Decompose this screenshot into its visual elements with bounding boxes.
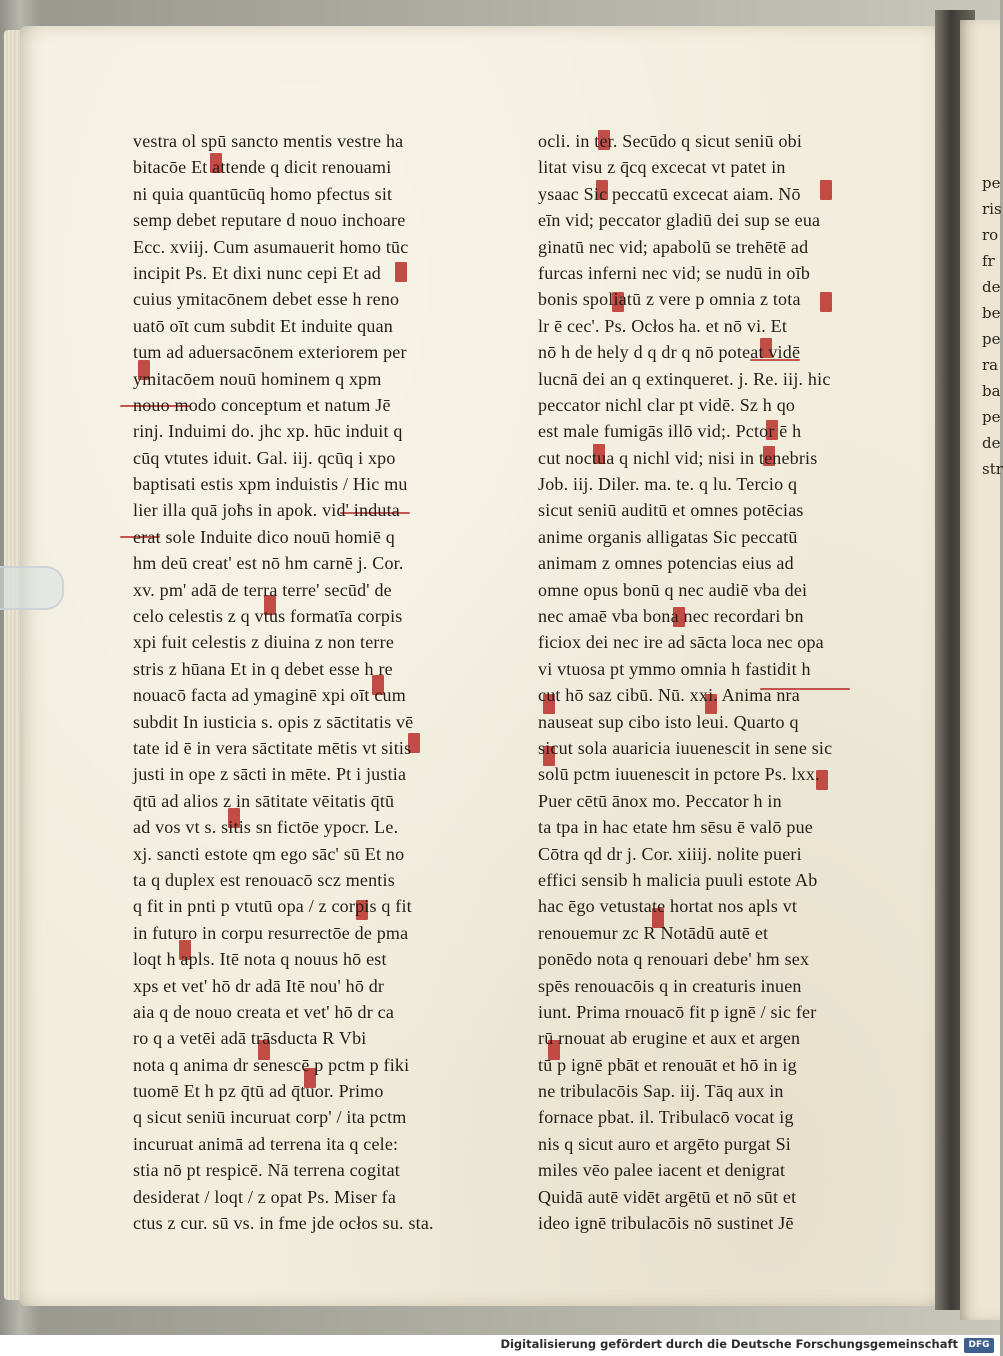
text-line: Job. iij. Diler. ma. te. q lu. Tercio q <box>538 474 798 495</box>
facing-page-fragment: pe <box>982 408 1001 426</box>
text-line: ymitacōem nouū hominem q xpm <box>133 368 382 389</box>
text-line: iunt. Prima rnouacō fit p ignē / sic fer <box>538 1001 817 1022</box>
text-line: sicut seniū auditū et omnes potēcias <box>538 500 804 521</box>
facing-page-fragment: ba <box>982 382 1001 400</box>
text-line: lier illa quā joħs in apok. vid' induta <box>133 500 400 521</box>
text-line: est male fumigās illō vid;. Pctor ē h <box>538 421 802 442</box>
text-line: nota q anima dr senescē p pctm p fiki <box>133 1054 410 1075</box>
text-line: animam z omnes potencias eius ad <box>538 553 794 574</box>
text-line: Puer cētū ānox mo. Peccator h in <box>538 790 782 811</box>
text-line: anime organis alligatas Sic peccatū <box>538 526 798 547</box>
text-line: in futuro in corpu resurrectōe de pma <box>133 922 409 943</box>
text-line: ne tribulacōis Sap. iij. Tāq aux in <box>538 1081 784 1102</box>
text-line: q fit in pnti p vtutū opa / z corpis q fit <box>133 896 412 917</box>
text-line: ponēdo nota q renouari debe' hm sex <box>538 949 810 970</box>
text-line: bonis spoliatū z vere p omnia z tota <box>538 289 801 310</box>
text-line: incuruat animā ad terrena ita q cele: <box>133 1133 399 1154</box>
text-line: stris z hūana Et in q debet esse h re <box>133 658 393 679</box>
text-line: hac ēgo vetustate hortat nos apls vt <box>538 896 798 917</box>
text-line: Quidā autē vidēt argētū et nō sūt et <box>538 1186 797 1207</box>
text-line: hm deū creat' est nō hm carnē j. Cor. <box>133 553 404 574</box>
funding-credit: Digitalisierung gefördert durch die Deutsche Forschungsgemeinschaft <box>500 1337 958 1351</box>
text-line: xpi fuit celestis z diuina z non terre <box>133 632 395 653</box>
text-line: nec amaē vba bona nec recordari bn <box>538 606 804 627</box>
facing-page-fragment: fr <box>982 252 995 270</box>
text-line: eīn vid; peccator gladiū dei sup se eua <box>538 210 821 231</box>
text-line: stia nō pt respicē. Nā terrena cogitat <box>133 1160 400 1181</box>
text-line: justi in ope z sācti in mēte. Pt i justia <box>133 764 407 785</box>
text-line: ta tpa in hac etate hm sēsu ē valō pue <box>538 817 813 838</box>
facing-page-fragment: pe <box>982 330 1001 348</box>
text-line: cut hō saz cibū. Nū. xxi. Anima nra <box>538 685 800 706</box>
text-line: nouo modo conceptum et natum Jē <box>133 394 391 415</box>
text-line: ginatū nec vid; apabolū se trehētē ad <box>538 236 809 257</box>
text-line: tū p ignē pbāt et renouāt et hō in ig <box>538 1054 797 1075</box>
text-line: baptisati estis xpm induistis / Hic mu <box>133 474 408 495</box>
text-line: ideo ignē tribulacōis nō sustinet Jē <box>538 1213 794 1234</box>
facing-page-text-fragments <box>982 170 1003 482</box>
text-line: nis q sicut auro et argēto purgat Si <box>538 1133 791 1154</box>
text-line: Ecc. xviij. Cum asumauerit homo tūc <box>133 236 409 257</box>
text-line: vi vtuosa pt ymmo omnia h fastidit h <box>538 658 811 679</box>
facing-page-fragment: de <box>982 278 1001 296</box>
text-line: ctus z cur. sū vs. in fme jde ocłos su. sta. <box>133 1213 434 1234</box>
text-line: rū rnouat ab erugine et aux et argen <box>538 1028 801 1049</box>
text-line: tate id ē in vera sāctitate mētis vt sitis <box>133 737 412 758</box>
text-line: spēs renouacōis q in creaturis inuen <box>538 975 802 996</box>
text-line: xv. pm' adā de terra terre' secūd' de <box>133 579 392 600</box>
text-line: lr ē cec'. Ps. Ocłos ha. et nō vi. Et <box>538 315 788 336</box>
digitization-footer <box>0 1335 1000 1356</box>
text-line: lucnā dei an q extinqueret. j. Re. iij. hic <box>538 368 831 389</box>
text-line: furcas inferni nec vid; se nudū in oīb <box>538 262 811 283</box>
text-line: bitacōe Et attende q dicit renouami <box>133 157 392 178</box>
text-line: cuius ymitacōnem debet esse h reno <box>133 289 400 310</box>
text-line: q sicut seniū incuruat corp' / ita pctm <box>133 1107 407 1128</box>
text-line: ficiox dei nec ire ad sācta loca nec opa <box>538 632 824 653</box>
facing-page-fragment: be <box>982 304 1001 322</box>
text-line: xps et vet' hō dr adā Itē nou' hō dr <box>133 975 385 996</box>
text-line: solū pctm iuuenescit in pctore Ps. lxx. <box>538 764 820 785</box>
text-line: ta q duplex est renouacō scz mentis <box>133 869 395 890</box>
text-line: tuomē Et h pz q̄tū ad q̄tuor. Primo <box>133 1081 384 1102</box>
text-line: litat visu z q̄cq excecat vt patet in <box>538 157 786 178</box>
text-line: ysaac Sic peccatū excecat aiam. Nō <box>538 183 801 204</box>
text-line: sicut sola auaricia iuuenescit in sene sic <box>538 737 833 758</box>
text-line: erat sole Induite dico nouū homiē q <box>133 526 395 547</box>
text-line: aia q de nouo creata et vet' hō dr ca <box>133 1001 395 1022</box>
text-line: semp debet reputare d nouo inchoare <box>133 210 406 231</box>
text-line: effici sensib h malicia puuli estote Ab <box>538 869 818 890</box>
text-line: cut noctua q nichl vid; nisi in tenebris <box>538 447 818 468</box>
text-line: subdit In iusticia s. opis z sāctitatis vē <box>133 711 414 732</box>
facing-page-fragment: pe <box>982 174 1001 192</box>
text-line: ni quia quantūcūq homo pfectus sit <box>133 183 393 204</box>
text-line: xj. sancti estote qm ego sāc' sū Et no <box>133 843 405 864</box>
left-text-column <box>133 128 453 1236</box>
text-line: loqt h apls. Itē nota q nouus hō est <box>133 949 387 970</box>
facing-page-fragment: ris <box>982 200 1002 218</box>
facing-page-fragment: de <box>982 434 1001 452</box>
text-line: tum ad aduersacōnem exteriorem per <box>133 342 407 363</box>
text-line: desiderat / loqt / z opat Ps. Miser fa <box>133 1186 397 1207</box>
right-text-column <box>538 128 858 1236</box>
text-line: peccator nichl clar pt vidē. Sz h qo <box>538 394 796 415</box>
text-line: rinj. Induimi do. jhc xp. hūc induit q <box>133 421 403 442</box>
text-line: miles vēo palee iacent et denigrat <box>538 1160 786 1181</box>
text-line: omne opus bonū q nec audiē vba dei <box>538 579 808 600</box>
page-clip <box>0 566 64 610</box>
text-line: celo celestis z q vtus formatīa corpis <box>133 606 403 627</box>
text-line: cūq vtutes iduit. Gal. iij. qcūq i xpo <box>133 447 396 468</box>
text-line: nouacō facta ad ymaginē xpi oīt cum <box>133 685 406 706</box>
text-line: ro q a vetēi adā trāsducta R Vbi <box>133 1028 367 1049</box>
facing-page-fragment: ra <box>982 356 999 374</box>
text-line: fornace pbat. il. Tribulacō vocat ig <box>538 1107 794 1128</box>
facing-page-fragment: str <box>982 460 1003 478</box>
text-line: nauseat sup cibo isto leui. Quarto q <box>538 711 799 732</box>
facing-page-fragment: ro <box>982 226 999 244</box>
text-line: ad vos vt s. sitis sn fictōe ypocr. Le. <box>133 817 399 838</box>
text-line: ocli. in ter. Secūdo q sicut seniū obi <box>538 131 803 151</box>
dfg-logo[interactable]: DFG <box>964 1338 994 1353</box>
text-line: vestra ol spū sancto mentis vestre ha <box>133 131 404 151</box>
text-line: uatō oīt cum subdit Et induite quan <box>133 315 393 336</box>
text-line: nō h de hely d q dr q nō poteat vidē <box>538 342 801 363</box>
text-line: renouemur zc R Notādū autē et <box>538 922 769 943</box>
text-line: Cōtra qd dr j. Cor. xiiij. nolite pueri <box>538 843 802 864</box>
text-line: q̄tū ad alios z in sātitate vēitatis q̄tū <box>133 790 395 811</box>
text-line: incipit Ps. Et dixi nunc cepi Et ad <box>133 262 381 283</box>
